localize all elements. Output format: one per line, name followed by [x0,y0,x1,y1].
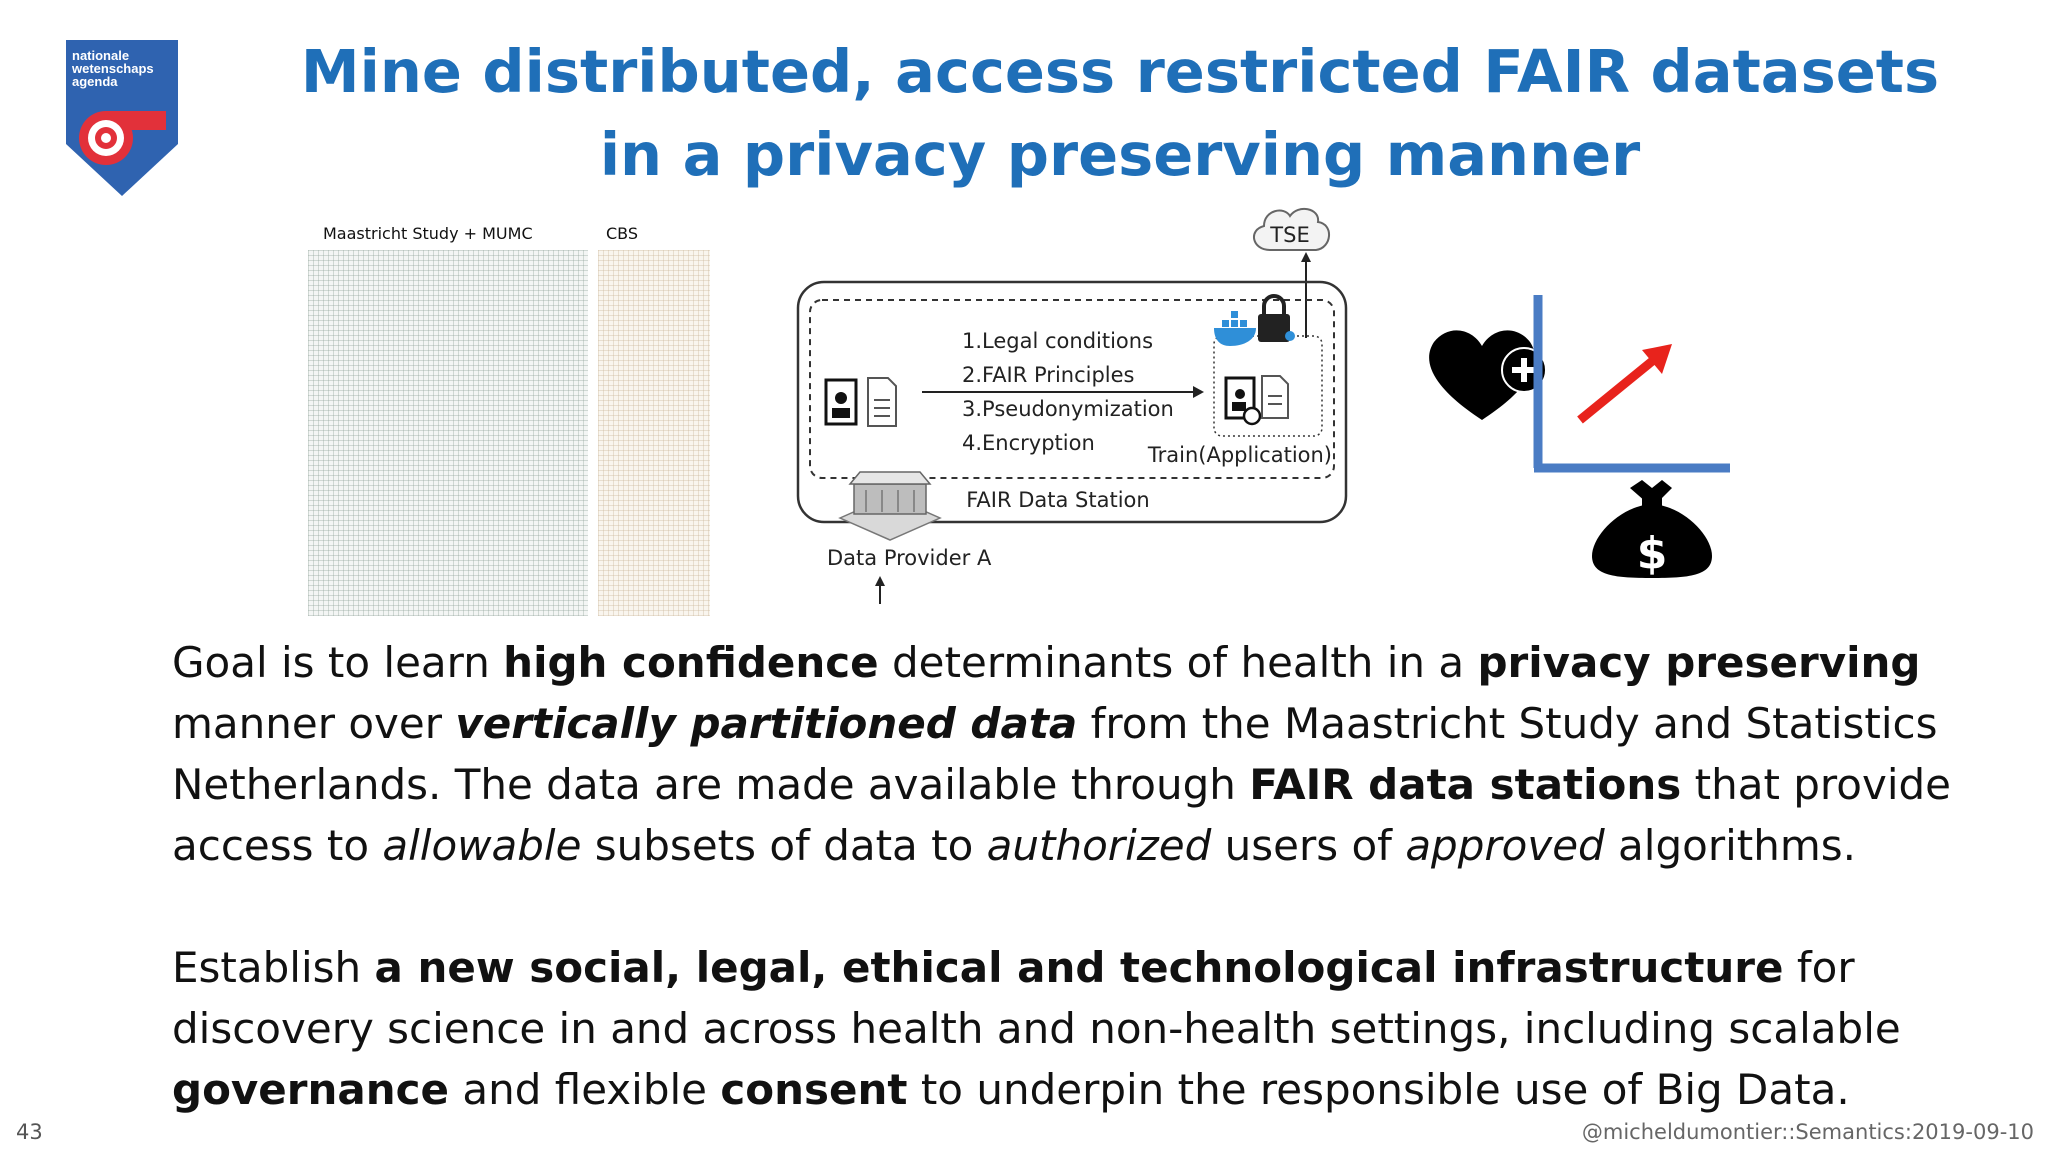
panel-label-cbs: CBS [606,224,639,243]
text-run: privacy preserving [1477,638,1921,687]
text-run: approved [1405,821,1605,870]
text-run: for discovery science in and across health and non-health settings, including scalable [172,943,1901,1053]
footer-credit: @micheldumontier::Semantics:2019-09-10 [1581,1120,2034,1144]
train-label: Train(Application) [1147,443,1332,467]
maastricht-data-matrix [308,250,588,616]
text-run: determinants of health in a [878,638,1478,687]
text-run: that provide access to [172,760,1951,870]
docker-icon [1214,311,1256,346]
title-line-2: in a privacy preserving manner [599,120,1641,189]
text-run: allowable [382,821,582,870]
text-run: FAIR data stations [1249,760,1682,809]
panel-label-maastricht: Maastricht Study + MUMC [323,224,533,243]
text-run: from the Maastricht Study and Statistics Netherlands. The data are made available through [172,699,1938,809]
provider-label: Data Provider A [827,546,992,570]
money-bag-icon [1592,480,1712,579]
step-legal: 1.Legal conditions [962,329,1154,353]
step-pseudonymization: 3.Pseudonymization [962,397,1174,421]
step-encryption: 4.Encryption [962,431,1095,455]
fair-data-station-diagram [790,200,1370,610]
text-run: manner over [172,699,456,748]
text-run: authorized [986,821,1212,870]
station-label: FAIR Data Station [966,488,1150,512]
text-run: users of [1211,821,1406,870]
trend-up-chart-icon [1534,295,1730,468]
text-run: subsets of data to [581,821,987,870]
paragraph-gap [172,876,2022,937]
logo-text [72,49,182,88]
text-run: Establish [172,943,375,992]
source-documents-icon [826,378,896,426]
goal-paragraph [172,632,2022,876]
text-run: governance [172,1065,450,1114]
train-documents-icon [1226,376,1288,424]
text-run: consent [720,1065,908,1114]
text-run: vertically partitioned data [455,699,1078,748]
text-run: algorithms. [1604,821,1856,870]
logo-line: wetenschaps [72,61,154,76]
step-fair: 2.FAIR Principles [962,363,1135,387]
text-run: Goal is to learn [172,638,504,687]
body-text [172,632,2022,1120]
lock-icon [1258,296,1295,342]
infrastructure-paragraph [172,937,2022,1120]
building-icon [840,472,940,540]
logo-line: nationale [72,48,130,63]
title-line-1: Mine distributed, access restricted FAIR datasets [300,37,1940,106]
outcome-icons [1420,290,1750,590]
text-run: and flexible [449,1065,721,1114]
text-run: high confidence [503,638,879,687]
logo-line: agenda [72,74,118,89]
text-run: to underpin the responsible use of Big Data. [907,1065,1850,1114]
heart-plus-icon [1429,330,1546,420]
cbs-data-matrix [598,250,710,616]
text-run: a new social, legal, ethical and technological infrastructure [374,943,1784,992]
svg-text:$: $ [1636,528,1668,579]
page-number: 43 [16,1120,43,1144]
tse-label: TSE [1270,223,1310,247]
slide-title [300,30,1940,196]
